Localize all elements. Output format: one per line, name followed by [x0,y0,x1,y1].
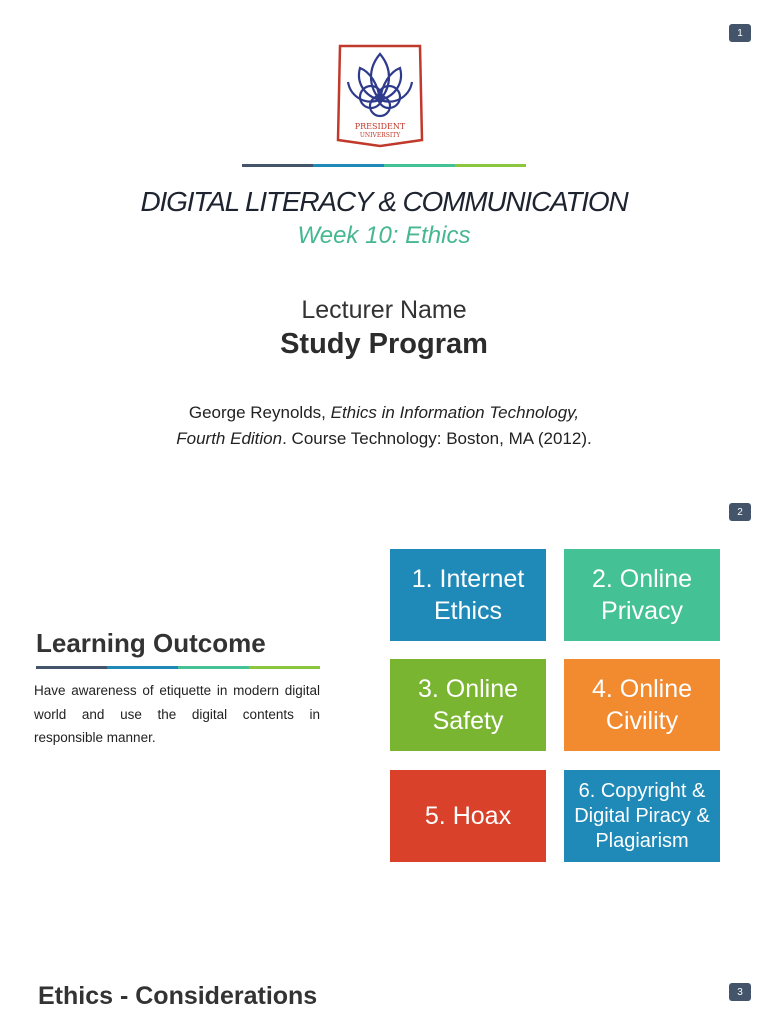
logo-text-line1: PRESIDENT [354,122,406,131]
study-program: Study Program [280,328,488,360]
topic-tile-online-safety: 3. Online Safety [390,659,546,751]
reference-citation [0,400,768,452]
slide-number-1: 1 [729,24,751,42]
topic-tile-online-privacy: 2. Online Privacy [564,549,720,641]
logo-text-line2: UNIVERSITY [359,132,401,139]
reference-author: George Reynolds, [188,403,331,422]
week-subtitle: Week 10: Ethics [297,222,471,249]
course-title: DIGITAL LITERACY & COMMUNICATION [140,186,628,217]
lecturer-name: Lecturer Name [301,296,467,324]
topic-tile-online-civility: 4. Online Civility [564,659,720,751]
reference-rest: . Course Technology: Boston, MA (2012). [282,429,592,448]
slide-number-3: 3 [729,983,751,1001]
accent-rule-2 [36,666,320,669]
learning-outcome-body: Have awareness of etiquette in modern digital world and use the digital contents in responsible manner. [34,683,320,745]
president-university-logo [334,42,426,148]
slide-number-2: 2 [729,503,751,521]
accent-rule-1 [242,164,526,167]
learning-outcome-heading: Learning Outcome [36,628,266,658]
topic-tile-internet-ethics: 1. Internet Ethics [390,549,546,641]
topic-tile-copyright: 6. Copyright & Digital Piracy & Plagiarism [564,770,720,862]
ethics-considerations-heading: Ethics - Considerations [38,982,318,1010]
reference-book: Ethics in Information Technology, Fourth Edition [176,403,580,448]
topic-tile-hoax: 5. Hoax [390,770,546,862]
